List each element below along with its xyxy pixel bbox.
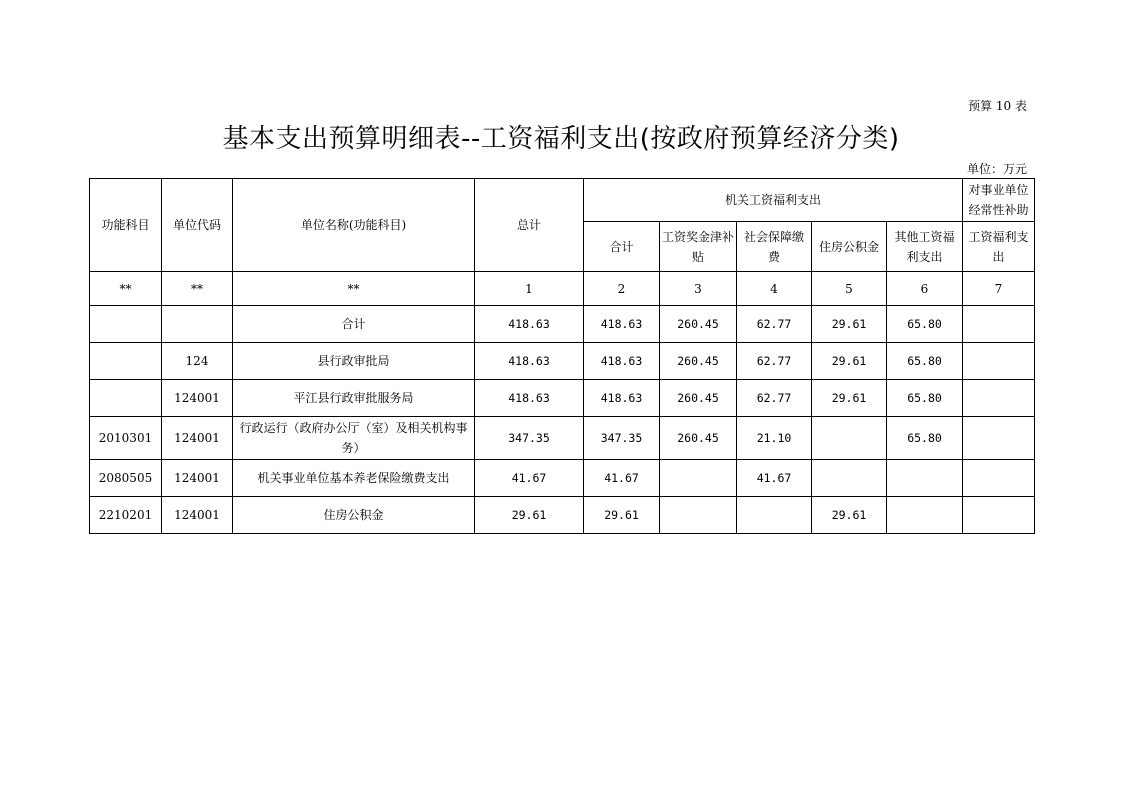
table-cell: 29.61	[584, 497, 660, 534]
table-row	[90, 417, 1035, 460]
table-cell: 418.63	[584, 343, 660, 380]
header-sub: 工资福利支出	[963, 222, 1035, 272]
table-cell	[660, 497, 737, 534]
form-number: 预算 10 表	[968, 99, 1027, 113]
table-cell: 65.80	[887, 343, 963, 380]
index-cell: 3	[660, 272, 737, 306]
header-sub: 合计	[584, 222, 660, 272]
index-cell: 7	[963, 272, 1035, 306]
table-cell: 29.61	[812, 380, 887, 417]
table-cell: 62.77	[737, 380, 812, 417]
table-cell: 平江县行政审批服务局	[233, 380, 475, 417]
table-cell: 2210201	[90, 497, 162, 534]
table-cell	[963, 460, 1035, 497]
table-cell: 124	[162, 343, 233, 380]
table-cell	[812, 460, 887, 497]
table-cell: 65.80	[887, 417, 963, 460]
header-sub: 社会保障缴费	[737, 222, 812, 272]
table-cell	[90, 380, 162, 417]
index-row	[90, 272, 1035, 306]
table-cell: 124001	[162, 497, 233, 534]
index-cell: 6	[887, 272, 963, 306]
table-cell: 2080505	[90, 460, 162, 497]
index-cell: **	[90, 272, 162, 306]
header-sub: 工资奖金津补贴	[660, 222, 737, 272]
header-sub: 其他工资福利支出	[887, 222, 963, 272]
table-cell	[963, 380, 1035, 417]
table-row	[90, 460, 1035, 497]
table-cell: 260.45	[660, 417, 737, 460]
index-cell: 2	[584, 272, 660, 306]
header-sub: 住房公积金	[812, 222, 887, 272]
table-row	[90, 343, 1035, 380]
table-cell: 418.63	[475, 343, 584, 380]
table-cell	[812, 417, 887, 460]
table-cell: 2010301	[90, 417, 162, 460]
table-row	[90, 306, 1035, 343]
table-cell: 347.35	[475, 417, 584, 460]
table-cell: 41.67	[737, 460, 812, 497]
table-cell	[162, 306, 233, 343]
table-cell: 418.63	[475, 380, 584, 417]
table-cell	[90, 343, 162, 380]
header-unit-name: 单位名称(功能科目)	[233, 179, 475, 272]
table-cell: 260.45	[660, 343, 737, 380]
table-cell	[90, 306, 162, 343]
table-cell: 29.61	[812, 343, 887, 380]
table-cell	[963, 417, 1035, 460]
table-cell: 65.80	[887, 306, 963, 343]
table-cell	[963, 343, 1035, 380]
unit-label: 单位：万元	[966, 162, 1027, 176]
index-cell: 4	[737, 272, 812, 306]
table-cell	[737, 497, 812, 534]
table-cell: 41.67	[584, 460, 660, 497]
table-cell	[963, 306, 1035, 343]
table-cell: 260.45	[660, 380, 737, 417]
table-cell: 260.45	[660, 306, 737, 343]
table-cell	[660, 460, 737, 497]
table-cell: 合计	[233, 306, 475, 343]
table-cell: 县行政审批局	[233, 343, 475, 380]
header-group-inst: 对事业单位经常性补助	[963, 179, 1035, 222]
table-cell: 住房公积金	[233, 497, 475, 534]
budget-table	[89, 178, 1035, 534]
table-cell	[887, 460, 963, 497]
header-total: 总计	[475, 179, 584, 272]
table-cell: 62.77	[737, 306, 812, 343]
table-row	[90, 380, 1035, 417]
page-title: 基本支出预算明细表--工资福利支出(按政府预算经济分类)	[222, 124, 900, 154]
table-cell: 29.61	[475, 497, 584, 534]
index-cell: 1	[475, 272, 584, 306]
table-cell: 124001	[162, 380, 233, 417]
table-cell: 62.77	[737, 343, 812, 380]
table-cell: 418.63	[584, 306, 660, 343]
table-cell: 29.61	[812, 497, 887, 534]
table-cell: 29.61	[812, 306, 887, 343]
table-cell: 124001	[162, 417, 233, 460]
table-cell: 65.80	[887, 380, 963, 417]
table-cell: 机关事业单位基本养老保险缴费支出	[233, 460, 475, 497]
table-cell: 418.63	[475, 306, 584, 343]
index-cell: **	[162, 272, 233, 306]
table-cell: 行政运行（政府办公厅（室）及相关机构事务）	[233, 417, 475, 460]
table-row	[90, 497, 1035, 534]
table-cell: 418.63	[584, 380, 660, 417]
table-cell: 21.10	[737, 417, 812, 460]
index-cell: 5	[812, 272, 887, 306]
header-func-subject: 功能科目	[90, 179, 162, 272]
table-cell	[963, 497, 1035, 534]
index-cell: **	[233, 272, 475, 306]
table-cell: 41.67	[475, 460, 584, 497]
table-cell: 124001	[162, 460, 233, 497]
table-cell	[887, 497, 963, 534]
header-unit-code: 单位代码	[162, 179, 233, 272]
table-cell: 347.35	[584, 417, 660, 460]
header-group-org: 机关工资福利支出	[584, 179, 963, 222]
